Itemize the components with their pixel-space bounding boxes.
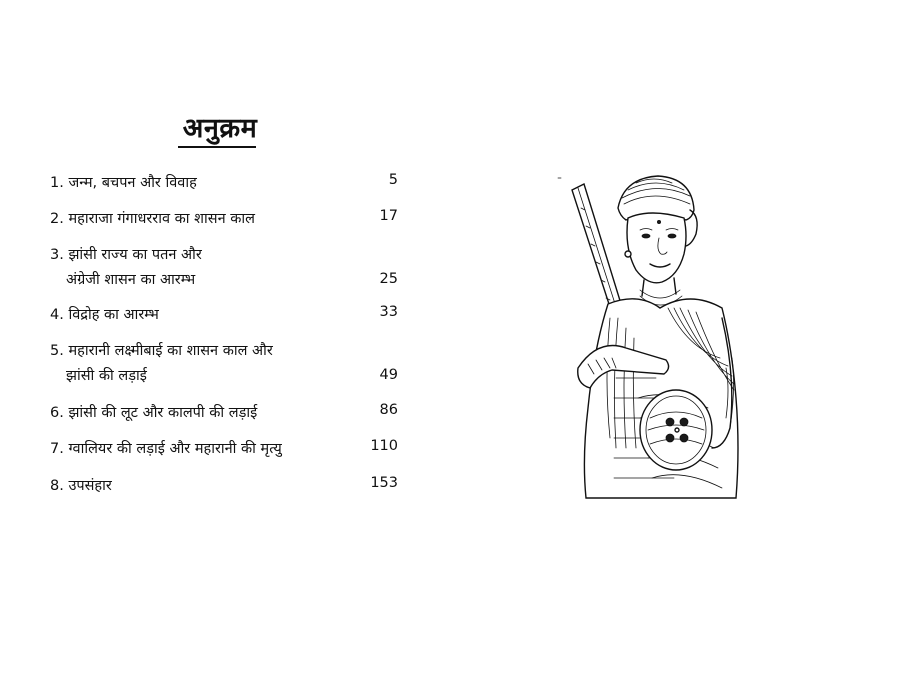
toc-page-number: 17: [379, 208, 398, 224]
shield-icon: [640, 390, 712, 470]
toc-entry-text-continued: झांसी की लड़ाई: [66, 368, 147, 384]
toc-entry-text: 6. झांसी की लूट और कालपी की लड़ाई: [50, 405, 258, 421]
toc-entry-text: 1. जन्म, बचपन और विवाह: [50, 175, 197, 191]
toc-entry-text-continued: अंग्रेजी शासन का आरम्भ: [66, 272, 196, 288]
toc-title: अनुक्रम: [182, 113, 258, 144]
toc-entry-text: 4. विद्रोह का आरम्भ: [50, 307, 159, 323]
toc-entry-text: 8. उपसंहार: [50, 478, 112, 494]
warrior-queen-icon: [548, 168, 748, 500]
toc-page-number: 49: [379, 367, 398, 383]
toc-page-number: 33: [379, 304, 398, 320]
title-underline: [178, 146, 256, 148]
toc-entry-text: 5. महारानी लक्ष्मीबाई का शासन काल और: [50, 343, 273, 359]
face-icon: [625, 213, 686, 283]
toc-page-number: 110: [370, 438, 398, 454]
toc-page-number: 153: [370, 475, 398, 491]
toc-page-number: 86: [379, 402, 398, 418]
toc-entry-text: 3. झांसी राज्य का पतन और: [50, 247, 202, 263]
toc-entry-text: 2. महाराजा गंगाधरराव का शासन काल: [50, 211, 255, 227]
toc-page-number: 5: [388, 172, 398, 188]
toc-entry-text: 7. ग्वालियर की लड़ाई और महारानी की मृत्यु: [50, 441, 282, 457]
toc-page-number: 25: [379, 271, 398, 287]
warrior-queen-illustration: [548, 168, 748, 500]
